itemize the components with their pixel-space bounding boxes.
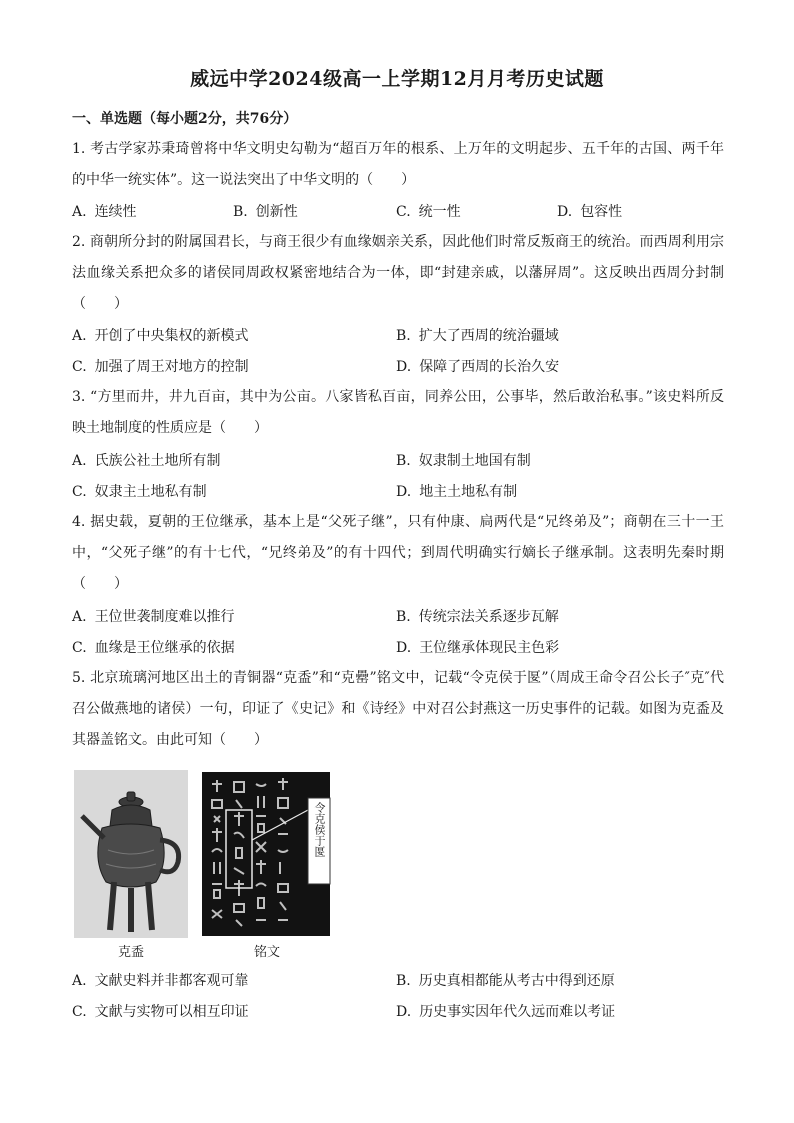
inscription-caption: 铭文 [253,945,280,960]
bronze-figure [74,770,336,962]
inscription-label: 令克侯于匽 [313,802,326,857]
option-label: C. [72,640,87,656]
question-5-option-a[interactable] [72,971,249,991]
option-text: 加强了周王对地方的控制 [94,359,249,375]
option-text: 开创了中央集权的新模式 [94,328,249,344]
option-label: D. [396,484,412,500]
option-text: 创新性 [255,204,298,220]
option-text: 奴隶制土地国有制 [418,453,531,469]
page-title: 威远中学2024级高一上学期12月月考历史试题 [190,68,604,90]
option-label: D. [557,204,573,220]
option-text: 包容性 [580,204,623,220]
vessel-caption: 克盉 [117,945,144,960]
option-label: C. [72,1004,87,1020]
question-3-option-b[interactable] [396,451,531,471]
question-2-option-b[interactable] [396,326,559,346]
option-text: 文献与实物可以相互印证 [94,1004,249,1020]
bronze-vessel-and-inscription-image [74,770,336,962]
question-5-option-b[interactable] [396,971,615,991]
question-4-stem: 4. 据史载，夏朝的王位继承，基本上是“父死子继”，只有仲康、扃两代是“兄终弟及”；商朝在三十一王中，“父死子继”的有十七代，“兄终弟及”的有十四代；到周代明确实行嫡长子继承制。这表明先秦时期（ ） [72,514,724,592]
option-label: B. [396,973,411,989]
question-1-option-a[interactable] [72,202,137,222]
option-label: D. [396,359,412,375]
question-1-option-c[interactable] [396,202,461,222]
question-4-option-a[interactable] [72,607,235,627]
question-2-option-a[interactable] [72,326,249,346]
option-label: B. [396,609,411,625]
option-label: A. [72,973,87,989]
question-3-stem: 3. “方里而井，井九百亩，其中为公亩。八家皆私百亩，同养公田，公事毕，然后敢治私事。”该史料所反映土地制度的性质应是（ ） [72,389,724,436]
option-text: 保障了西周的长治久安 [419,359,560,375]
section-heading: 一、单选题（每小题2分，共76分） [72,111,298,127]
question-5-option-d[interactable] [396,1002,615,1022]
question-4-option-d[interactable] [396,638,559,658]
question-1-option-b[interactable] [233,202,298,222]
option-label: D. [396,640,412,656]
option-text: 氏族公社土地所有制 [94,453,221,469]
option-text: 历史真相都能从考古中得到还原 [418,973,615,989]
option-text: 历史事实因年代久远而难以考证 [419,1004,616,1020]
option-label: A. [72,328,87,344]
option-text: 奴隶主土地私有制 [94,484,207,500]
question-1-option-d[interactable] [557,202,622,222]
question-3-option-d[interactable] [396,482,517,502]
option-label: A. [72,453,87,469]
question-2-option-c[interactable] [72,357,249,377]
question-4-option-c[interactable] [72,638,235,658]
option-label: B. [233,204,248,220]
question-2-option-d[interactable] [396,357,559,377]
option-text: 王位继承体现民主色彩 [419,640,560,656]
option-label: A. [72,204,87,220]
question-2-stem: 2. 商朝所分封的附属国君长，与商王很少有血缘姻亲关系，因此他们时常反叛商王的统治。而西周利用宗法血缘关系把众多的诸侯同周政权紧密地结合为一体，即“封建亲戚，以藩屏周”。这反映出西周分封制（ ） [72,234,724,312]
option-text: 地主土地私有制 [419,484,518,500]
question-5-stem: 5. 北京琉璃河地区出土的青铜器“克盉”和“克罍”铭文中，记载“令克侯于匽”（周成王命令召公长子″克″代召公做燕地的诸侯）一句，印证了《史记》和《诗经》中对召公封燕这一历史事件的记载。如图为克盉及其器盖铭文。由此可知（ ） [72,670,724,748]
question-5-option-c[interactable] [72,1002,249,1022]
question-3-option-c[interactable] [72,482,207,502]
option-label: C. [72,484,87,500]
question-3-option-a[interactable] [72,451,221,471]
option-label: C. [72,359,87,375]
question-1-stem: 1. 考古学家苏秉琦曾将中华文明史勾勒为“超百万年的根系、上万年的文明起步、五千年的古国、两千年的中华一统实体”。这一说法突出了中华文明的（ ） [72,141,724,188]
option-text: 文献史料并非都客观可靠 [94,973,249,989]
option-label: A. [72,609,87,625]
option-text: 血缘是王位继承的依据 [94,640,235,656]
option-text: 王位世袭制度难以推行 [94,609,235,625]
option-text: 统一性 [418,204,461,220]
question-4-option-b[interactable] [396,607,559,627]
option-text: 连续性 [94,204,137,220]
option-text: 扩大了西周的统治疆域 [418,328,559,344]
option-text: 传统宗法关系逐步瓦解 [418,609,559,625]
option-label: D. [396,1004,412,1020]
option-label: B. [396,453,411,469]
option-label: C. [396,204,411,220]
option-label: B. [396,328,411,344]
